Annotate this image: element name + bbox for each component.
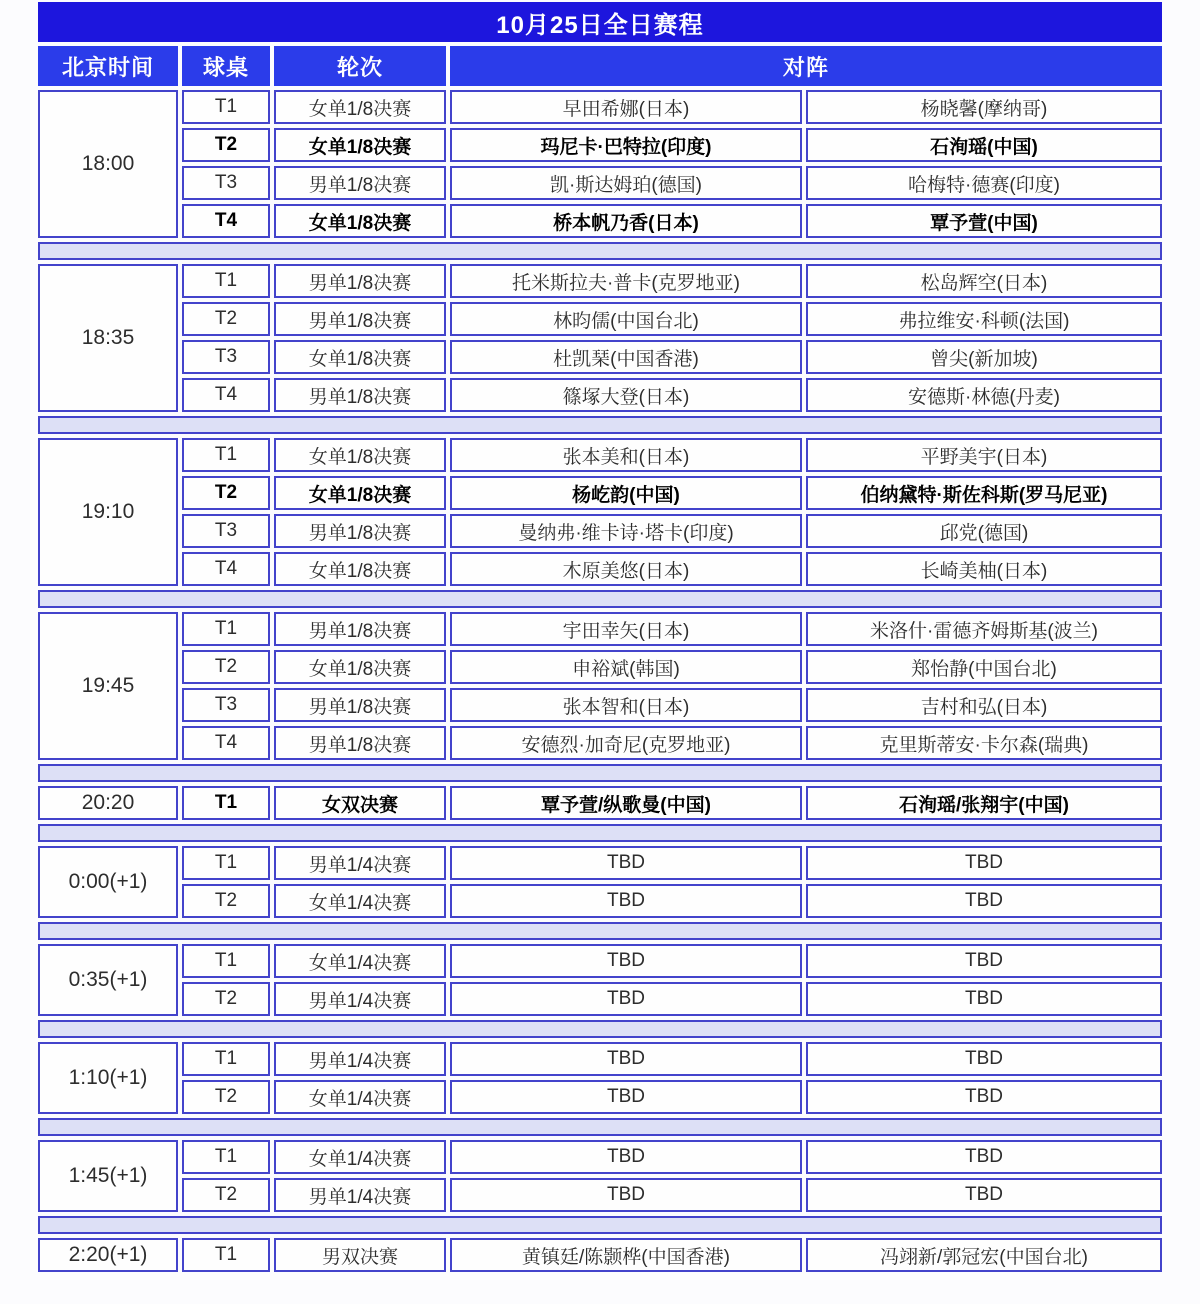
time-cell: 1:10(+1) bbox=[38, 1042, 178, 1114]
round-cell: 男单1/4决赛 bbox=[274, 1178, 446, 1212]
match-row bbox=[182, 302, 1162, 336]
match-row bbox=[182, 128, 1162, 162]
round-cell: 男单1/8决赛 bbox=[274, 166, 446, 200]
round-cell: 女单1/8决赛 bbox=[274, 90, 446, 124]
player1-cell: 张本美和(日本) bbox=[450, 438, 802, 472]
match-row bbox=[182, 514, 1162, 548]
player1-cell: TBD bbox=[450, 1080, 802, 1114]
player2-cell: TBD bbox=[806, 1140, 1162, 1174]
player2-cell: TBD bbox=[806, 1178, 1162, 1212]
match-row bbox=[182, 166, 1162, 200]
round-cell: 女单1/8决赛 bbox=[274, 650, 446, 684]
match-row bbox=[182, 90, 1162, 124]
table-cell: T1 bbox=[182, 264, 270, 298]
table-cell: T3 bbox=[182, 514, 270, 548]
col-header-table: 球桌 bbox=[182, 46, 270, 86]
round-cell: 男双决赛 bbox=[274, 1238, 446, 1272]
block-rows bbox=[182, 786, 1162, 820]
match-row bbox=[182, 1238, 1162, 1272]
player2-cell: TBD bbox=[806, 944, 1162, 978]
player1-cell: 托米斯拉夫·普卡(克罗地亚) bbox=[450, 264, 802, 298]
round-cell: 男单1/8决赛 bbox=[274, 726, 446, 760]
match-row bbox=[182, 1178, 1162, 1212]
round-cell: 女单1/8决赛 bbox=[274, 128, 446, 162]
time-cell: 0:00(+1) bbox=[38, 846, 178, 918]
player2-cell: TBD bbox=[806, 846, 1162, 880]
block-rows bbox=[182, 1042, 1162, 1114]
player2-cell: TBD bbox=[806, 982, 1162, 1016]
round-cell: 男单1/8决赛 bbox=[274, 688, 446, 722]
match-row bbox=[182, 884, 1162, 918]
player1-cell: TBD bbox=[450, 1042, 802, 1076]
round-cell: 男单1/8决赛 bbox=[274, 264, 446, 298]
player1-cell: 篠塚大登(日本) bbox=[450, 378, 802, 412]
player2-cell: TBD bbox=[806, 884, 1162, 918]
time-block bbox=[38, 264, 1162, 412]
match-row bbox=[182, 726, 1162, 760]
table-cell: T2 bbox=[182, 302, 270, 336]
match-row bbox=[182, 1042, 1162, 1076]
round-cell: 女单1/4决赛 bbox=[274, 884, 446, 918]
table-cell: T2 bbox=[182, 1080, 270, 1114]
match-row bbox=[182, 786, 1162, 820]
block-rows bbox=[182, 438, 1162, 586]
time-cell: 20:20 bbox=[38, 786, 178, 820]
spacer-row bbox=[38, 1020, 1162, 1038]
table-cell: T1 bbox=[182, 612, 270, 646]
table-cell: T1 bbox=[182, 438, 270, 472]
time-cell: 1:45(+1) bbox=[38, 1140, 178, 1212]
table-cell: T3 bbox=[182, 688, 270, 722]
player2-cell: 覃予萱(中国) bbox=[806, 204, 1162, 238]
player1-cell: 林昀儒(中国台北) bbox=[450, 302, 802, 336]
col-header-matchup: 对阵 bbox=[450, 46, 1162, 86]
table-cell: T2 bbox=[182, 1178, 270, 1212]
player2-cell: 弗拉维安·科顿(法国) bbox=[806, 302, 1162, 336]
table-cell: T1 bbox=[182, 1042, 270, 1076]
table-cell: T4 bbox=[182, 204, 270, 238]
match-row bbox=[182, 476, 1162, 510]
time-cell: 19:10 bbox=[38, 438, 178, 586]
table-cell: T1 bbox=[182, 1140, 270, 1174]
round-cell: 男单1/8决赛 bbox=[274, 378, 446, 412]
spacer-row bbox=[38, 764, 1162, 782]
table-cell: T1 bbox=[182, 90, 270, 124]
table-cell: T2 bbox=[182, 476, 270, 510]
player2-cell: 伯纳黛特·斯佐科斯(罗马尼亚) bbox=[806, 476, 1162, 510]
player1-cell: TBD bbox=[450, 1140, 802, 1174]
block-rows bbox=[182, 90, 1162, 238]
round-cell: 女单1/8决赛 bbox=[274, 340, 446, 374]
spacer-row bbox=[38, 242, 1162, 260]
player1-cell: 玛尼卡·巴特拉(印度) bbox=[450, 128, 802, 162]
time-block bbox=[38, 786, 1162, 820]
round-cell: 女单1/4决赛 bbox=[274, 944, 446, 978]
round-cell: 男单1/8决赛 bbox=[274, 612, 446, 646]
time-block bbox=[38, 846, 1162, 918]
match-row bbox=[182, 438, 1162, 472]
player1-cell: TBD bbox=[450, 884, 802, 918]
table-cell: T3 bbox=[182, 166, 270, 200]
player2-cell: 冯翊新/郭冠宏(中国台北) bbox=[806, 1238, 1162, 1272]
round-cell: 女单1/4决赛 bbox=[274, 1080, 446, 1114]
player1-cell: 曼纳弗·维卡诗·塔卡(印度) bbox=[450, 514, 802, 548]
round-cell: 女单1/8决赛 bbox=[274, 552, 446, 586]
player1-cell: TBD bbox=[450, 982, 802, 1016]
round-cell: 女单1/8决赛 bbox=[274, 438, 446, 472]
match-row bbox=[182, 552, 1162, 586]
match-row bbox=[182, 688, 1162, 722]
player1-cell: 张本智和(日本) bbox=[450, 688, 802, 722]
schedule-title: 10月25日全日赛程 bbox=[38, 2, 1162, 42]
spacer-row bbox=[38, 922, 1162, 940]
table-cell: T1 bbox=[182, 846, 270, 880]
player2-cell: 邱党(德国) bbox=[806, 514, 1162, 548]
match-row bbox=[182, 340, 1162, 374]
player1-cell: TBD bbox=[450, 944, 802, 978]
round-cell: 男单1/8决赛 bbox=[274, 514, 446, 548]
spacer-row bbox=[38, 1118, 1162, 1136]
table-cell: T4 bbox=[182, 378, 270, 412]
table-cell: T1 bbox=[182, 786, 270, 820]
time-cell: 18:35 bbox=[38, 264, 178, 412]
match-row bbox=[182, 378, 1162, 412]
spacer-row bbox=[38, 590, 1162, 608]
time-block bbox=[38, 1140, 1162, 1212]
player2-cell: 安德斯·林德(丹麦) bbox=[806, 378, 1162, 412]
match-row bbox=[182, 982, 1162, 1016]
table-cell: T1 bbox=[182, 1238, 270, 1272]
round-cell: 男单1/4决赛 bbox=[274, 1042, 446, 1076]
round-cell: 男单1/8决赛 bbox=[274, 302, 446, 336]
player1-cell: 宇田幸矢(日本) bbox=[450, 612, 802, 646]
header-row bbox=[38, 46, 1162, 86]
match-row bbox=[182, 1080, 1162, 1114]
match-row bbox=[182, 650, 1162, 684]
table-cell: T2 bbox=[182, 128, 270, 162]
player1-cell: 杜凯琹(中国香港) bbox=[450, 340, 802, 374]
table-cell: T4 bbox=[182, 552, 270, 586]
player2-cell: TBD bbox=[806, 1042, 1162, 1076]
schedule-table bbox=[38, 2, 1162, 1272]
col-header-time: 北京时间 bbox=[38, 46, 178, 86]
block-rows bbox=[182, 846, 1162, 918]
player1-cell: 申裕斌(韩国) bbox=[450, 650, 802, 684]
match-row bbox=[182, 204, 1162, 238]
block-rows bbox=[182, 1140, 1162, 1212]
player1-cell: 黄镇廷/陈颢桦(中国香港) bbox=[450, 1238, 802, 1272]
player2-cell: 郑怡静(中国台北) bbox=[806, 650, 1162, 684]
match-row bbox=[182, 1140, 1162, 1174]
player1-cell: 凯·斯达姆珀(德国) bbox=[450, 166, 802, 200]
round-cell: 女双决赛 bbox=[274, 786, 446, 820]
block-rows bbox=[182, 264, 1162, 412]
player2-cell: TBD bbox=[806, 1080, 1162, 1114]
player2-cell: 平野美宇(日本) bbox=[806, 438, 1162, 472]
block-rows bbox=[182, 1238, 1162, 1272]
player2-cell: 米洛什·雷德齐姆斯基(波兰) bbox=[806, 612, 1162, 646]
time-block bbox=[38, 438, 1162, 586]
table-cell: T2 bbox=[182, 982, 270, 1016]
player1-cell: TBD bbox=[450, 1178, 802, 1212]
round-cell: 男单1/4决赛 bbox=[274, 982, 446, 1016]
time-block bbox=[38, 90, 1162, 238]
time-block bbox=[38, 1042, 1162, 1114]
time-cell: 0:35(+1) bbox=[38, 944, 178, 1016]
player1-cell: 覃予萱/纵歌曼(中国) bbox=[450, 786, 802, 820]
match-row bbox=[182, 264, 1162, 298]
block-rows bbox=[182, 612, 1162, 760]
time-block bbox=[38, 1238, 1162, 1272]
round-cell: 男单1/4决赛 bbox=[274, 846, 446, 880]
time-cell: 2:20(+1) bbox=[38, 1238, 178, 1272]
col-header-round: 轮次 bbox=[274, 46, 446, 86]
table-cell: T2 bbox=[182, 650, 270, 684]
time-cell: 18:00 bbox=[38, 90, 178, 238]
player2-cell: 石洵瑶/张翔宇(中国) bbox=[806, 786, 1162, 820]
player1-cell: 杨屹韵(中国) bbox=[450, 476, 802, 510]
table-cell: T4 bbox=[182, 726, 270, 760]
player1-cell: 早田希娜(日本) bbox=[450, 90, 802, 124]
spacer-row bbox=[38, 1216, 1162, 1234]
spacer-row bbox=[38, 416, 1162, 434]
match-row bbox=[182, 944, 1162, 978]
time-block bbox=[38, 612, 1162, 760]
player2-cell: 石洵瑶(中国) bbox=[806, 128, 1162, 162]
player2-cell: 杨晓馨(摩纳哥) bbox=[806, 90, 1162, 124]
time-block bbox=[38, 944, 1162, 1016]
round-cell: 女单1/8决赛 bbox=[274, 476, 446, 510]
table-cell: T3 bbox=[182, 340, 270, 374]
player2-cell: 克里斯蒂安·卡尔森(瑞典) bbox=[806, 726, 1162, 760]
match-row bbox=[182, 846, 1162, 880]
player2-cell: 哈梅特·德赛(印度) bbox=[806, 166, 1162, 200]
block-rows bbox=[182, 944, 1162, 1016]
player2-cell: 松岛辉空(日本) bbox=[806, 264, 1162, 298]
player1-cell: 木原美悠(日本) bbox=[450, 552, 802, 586]
player1-cell: 安德烈·加奇尼(克罗地亚) bbox=[450, 726, 802, 760]
round-cell: 女单1/8决赛 bbox=[274, 204, 446, 238]
table-cell: T2 bbox=[182, 884, 270, 918]
player2-cell: 吉村和弘(日本) bbox=[806, 688, 1162, 722]
time-cell: 19:45 bbox=[38, 612, 178, 760]
player2-cell: 曾尖(新加坡) bbox=[806, 340, 1162, 374]
player1-cell: TBD bbox=[450, 846, 802, 880]
player2-cell: 长崎美柚(日本) bbox=[806, 552, 1162, 586]
table-cell: T1 bbox=[182, 944, 270, 978]
match-row bbox=[182, 612, 1162, 646]
round-cell: 女单1/4决赛 bbox=[274, 1140, 446, 1174]
player1-cell: 桥本帆乃香(日本) bbox=[450, 204, 802, 238]
spacer-row bbox=[38, 824, 1162, 842]
